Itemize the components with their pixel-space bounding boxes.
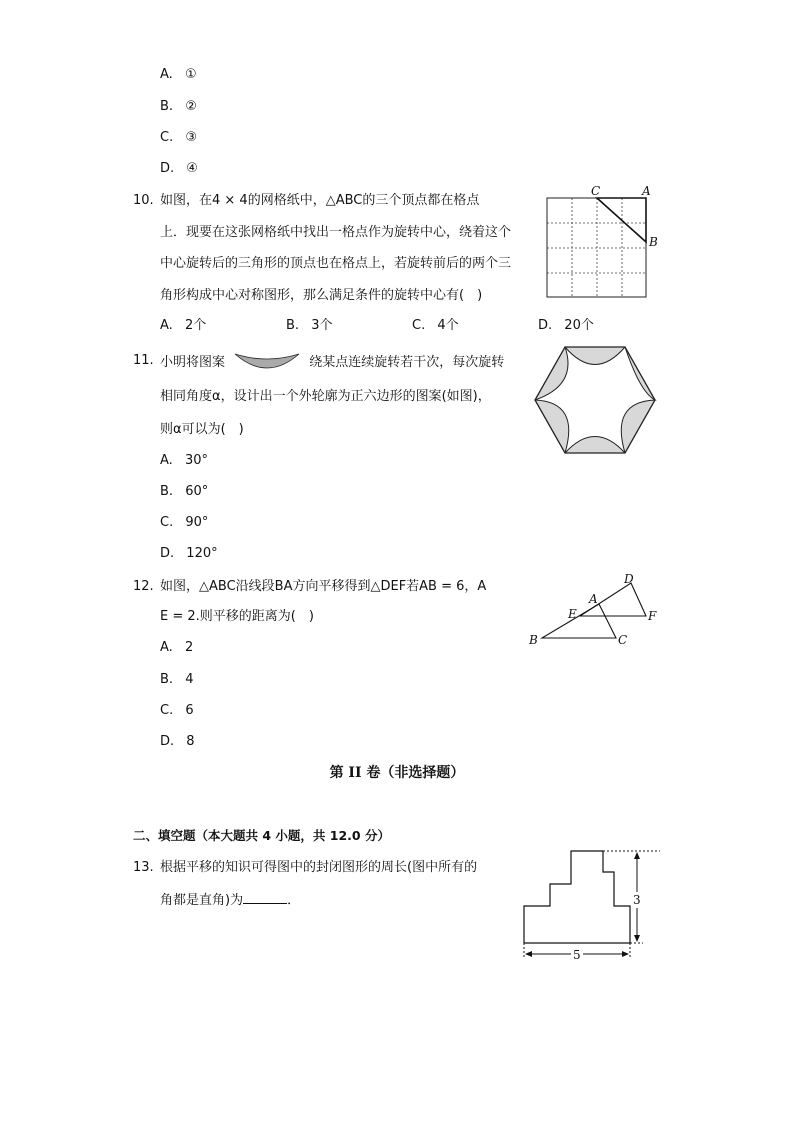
q12-translation-figure (520, 566, 670, 651)
q11-option-d: D. 120° (160, 546, 218, 561)
section2-heading: 二、填空题（本大题共 4 小题，共 12.0 分） (133, 828, 390, 843)
q10-line-1: 如图，在4 × 4的网格纸中，△ABC的三个顶点都在格点 (160, 193, 480, 208)
q13-staircase-figure (515, 842, 665, 967)
grid-lines (547, 198, 646, 297)
q10-line-2: 上．现要在这张网格纸中找出一格点作为旋转中心，绕着这个 (160, 225, 512, 240)
q11-line-3: 则α可以为( ) (160, 422, 244, 437)
q13-number: 13. (133, 860, 154, 875)
q10-line-4: 角形构成中心对称图形，那么满足条件的旋转中心有( ) (160, 288, 483, 303)
q12-line-2: E = 2.则平移的距离为( ) (160, 609, 314, 624)
q12-option-a: A. 2 (160, 640, 194, 655)
answer-blank[interactable] (243, 890, 287, 904)
q11-option-b: B. 60° (160, 484, 209, 499)
grid-border (547, 198, 646, 297)
label-f: F (648, 609, 657, 623)
part2-title: 第 II 卷（非选择题） (329, 765, 465, 781)
label-a: A (642, 184, 651, 198)
label-b: B (529, 633, 538, 647)
q12-option-d: D. 8 (160, 734, 195, 749)
height-label: 3 (633, 893, 641, 907)
q10-option-a: A. 2个 (160, 318, 207, 333)
label-c: C (591, 184, 601, 198)
q10-line-3: 中心旋转后的三角形的顶点也在格点上，若旋转前后的两个三 (160, 256, 512, 271)
q9-option-c: C. ③ (160, 130, 198, 145)
q11-hexagon-figure (530, 340, 660, 460)
q11-line-2: 相同角度α，设计出一个外轮廓为正六边形的图案(如图)， (160, 389, 491, 404)
q12-number: 12. (133, 579, 154, 594)
triangle-abc (542, 604, 616, 638)
q12-option-c: C. 6 (160, 703, 194, 718)
label-a: A (589, 592, 598, 606)
q11-line-1: 小明将图案 绕某点连续旋转若干次，每次旋转 (160, 352, 504, 372)
closed-figure-outline (524, 851, 630, 943)
label-d: D (624, 572, 634, 586)
triangle-abc (597, 198, 646, 242)
q10-option-d: D. 20个 (538, 318, 594, 333)
q13-line-1: 根据平移的知识可得图中的封闭图形的周长(图中所有的 (160, 860, 478, 875)
q11-number: 11. (133, 353, 154, 368)
q11-option-a: A. 30° (160, 453, 208, 468)
q10-number: 10. (133, 193, 154, 208)
q10-option-c: C. 4个 (412, 318, 459, 333)
q9-option-b: B. ② (160, 99, 197, 114)
q9-option-a: A. ① (160, 67, 197, 82)
q9-option-d: D. ④ (160, 161, 198, 176)
q13-line-2: 角都是直角)为 ． (160, 890, 300, 910)
q12-option-b: B. 4 (160, 672, 194, 687)
label-c: C (618, 633, 628, 647)
width-label: 5 (573, 948, 581, 962)
label-b: B (649, 235, 658, 249)
q11-pattern-icon (233, 352, 301, 370)
label-e: E (568, 607, 577, 621)
q11-option-c: C. 90° (160, 515, 209, 530)
q10-option-b: B. 3个 (286, 318, 333, 333)
q12-line-1: 如图，△ABC沿线段BA方向平移得到△DEF若AB = 6，A (160, 579, 487, 594)
q10-grid-figure (540, 180, 665, 305)
